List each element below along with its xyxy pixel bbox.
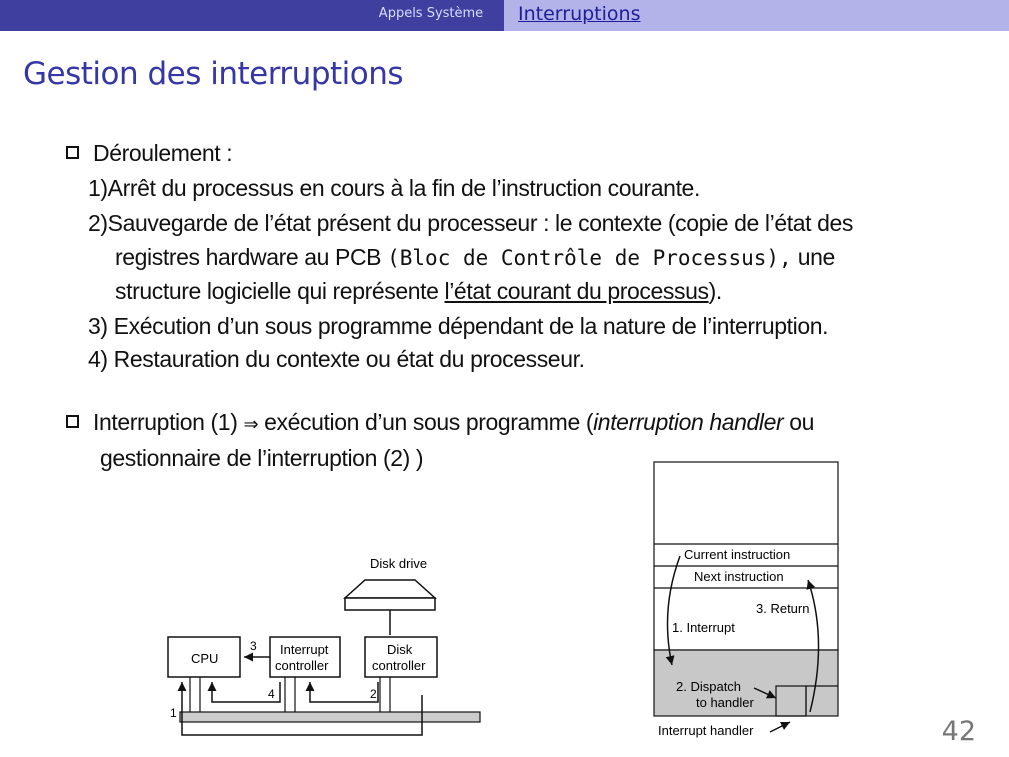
- italic-term: interruption handler: [593, 409, 784, 435]
- disk-drive-icon: [345, 580, 435, 610]
- next-instruction-label: Next instruction: [694, 569, 784, 584]
- bullet-text: Interruption (1): [93, 409, 238, 435]
- bullet-text: exécution d’un sous programme (: [264, 409, 594, 435]
- step-label-3: 3: [250, 639, 257, 653]
- bullet-text: gestionnaire de l’interruption (2) ): [100, 445, 424, 471]
- step-2: [88, 206, 853, 240]
- interrupt-handler-label: Interrupt handler: [658, 723, 754, 738]
- system-bus: [180, 712, 480, 722]
- bullet-interruption: [66, 405, 814, 442]
- implies-arrow-icon: ⇒: [243, 414, 259, 435]
- hardware-interrupt-diagram: [160, 550, 490, 750]
- return-label: 3. Return: [756, 601, 810, 616]
- step-text: Restauration du contexte ou état du processeur.: [113, 346, 585, 372]
- step-number: 1): [88, 175, 108, 201]
- step-4: [88, 342, 585, 376]
- step-text: registres hardware au PCB: [115, 244, 382, 270]
- step-3: [88, 309, 828, 343]
- nav-section-appels-systeme[interactable]: Appels Système: [378, 6, 484, 21]
- bullet-interruption-line-2: [100, 441, 423, 475]
- step-number: 3): [88, 313, 108, 339]
- nav-section-interruptions[interactable]: Interruptions: [504, 0, 1009, 31]
- step-2-line-3: [115, 274, 722, 308]
- step-text: Arrêt du processus en cours à la fin de l’instruction courante.: [107, 175, 700, 201]
- interrupt-label: 1. Interrupt: [672, 620, 735, 635]
- step-2-line-2: [115, 240, 835, 275]
- step-1: [88, 171, 700, 205]
- interrupt-controller-label: controller: [275, 658, 329, 673]
- dispatch-label: 2. Dispatch: [676, 679, 742, 694]
- underlined-text: l’état courant du processus: [444, 278, 709, 304]
- step-text: Sauvegarde de l’état présent du processeur : le contexte (copie de l’état des: [107, 210, 853, 236]
- bullet-label: Déroulement :: [93, 140, 233, 166]
- current-instruction-label: Current instruction: [684, 547, 791, 562]
- checkbox-bullet-icon: [66, 146, 79, 159]
- interrupt-controller-label: Interrupt: [280, 642, 329, 657]
- step-number: 4): [88, 346, 108, 372]
- step-label-1: 1: [170, 706, 177, 720]
- disk-drive-label: Disk drive: [370, 556, 428, 571]
- page-title: Gestion des interruptions: [23, 56, 404, 92]
- memory-dispatch-diagram: [650, 460, 850, 750]
- step-text: ).: [708, 278, 722, 304]
- checkbox-bullet-icon: [66, 415, 79, 428]
- step-number: 2): [88, 210, 108, 236]
- step-text: une: [797, 244, 835, 270]
- cpu-label: CPU: [191, 651, 219, 666]
- dispatch-label: to handler: [696, 695, 754, 710]
- bullet-deroulement: [66, 136, 232, 170]
- step-text: structure logicielle qui représente: [115, 278, 439, 304]
- disk-controller-label: Disk: [387, 642, 413, 657]
- page-number: 42: [941, 716, 976, 747]
- pcb-definition: (Bloc de Contrôle de Processus),: [387, 246, 792, 270]
- bullet-text: ou: [789, 409, 815, 435]
- step-label-4: 4: [268, 687, 275, 701]
- step-label-2: 2: [370, 687, 377, 701]
- disk-controller-label: controller: [372, 658, 426, 673]
- step-text: Exécution d’un sous programme dépendant de la nature de l’interruption.: [113, 313, 829, 339]
